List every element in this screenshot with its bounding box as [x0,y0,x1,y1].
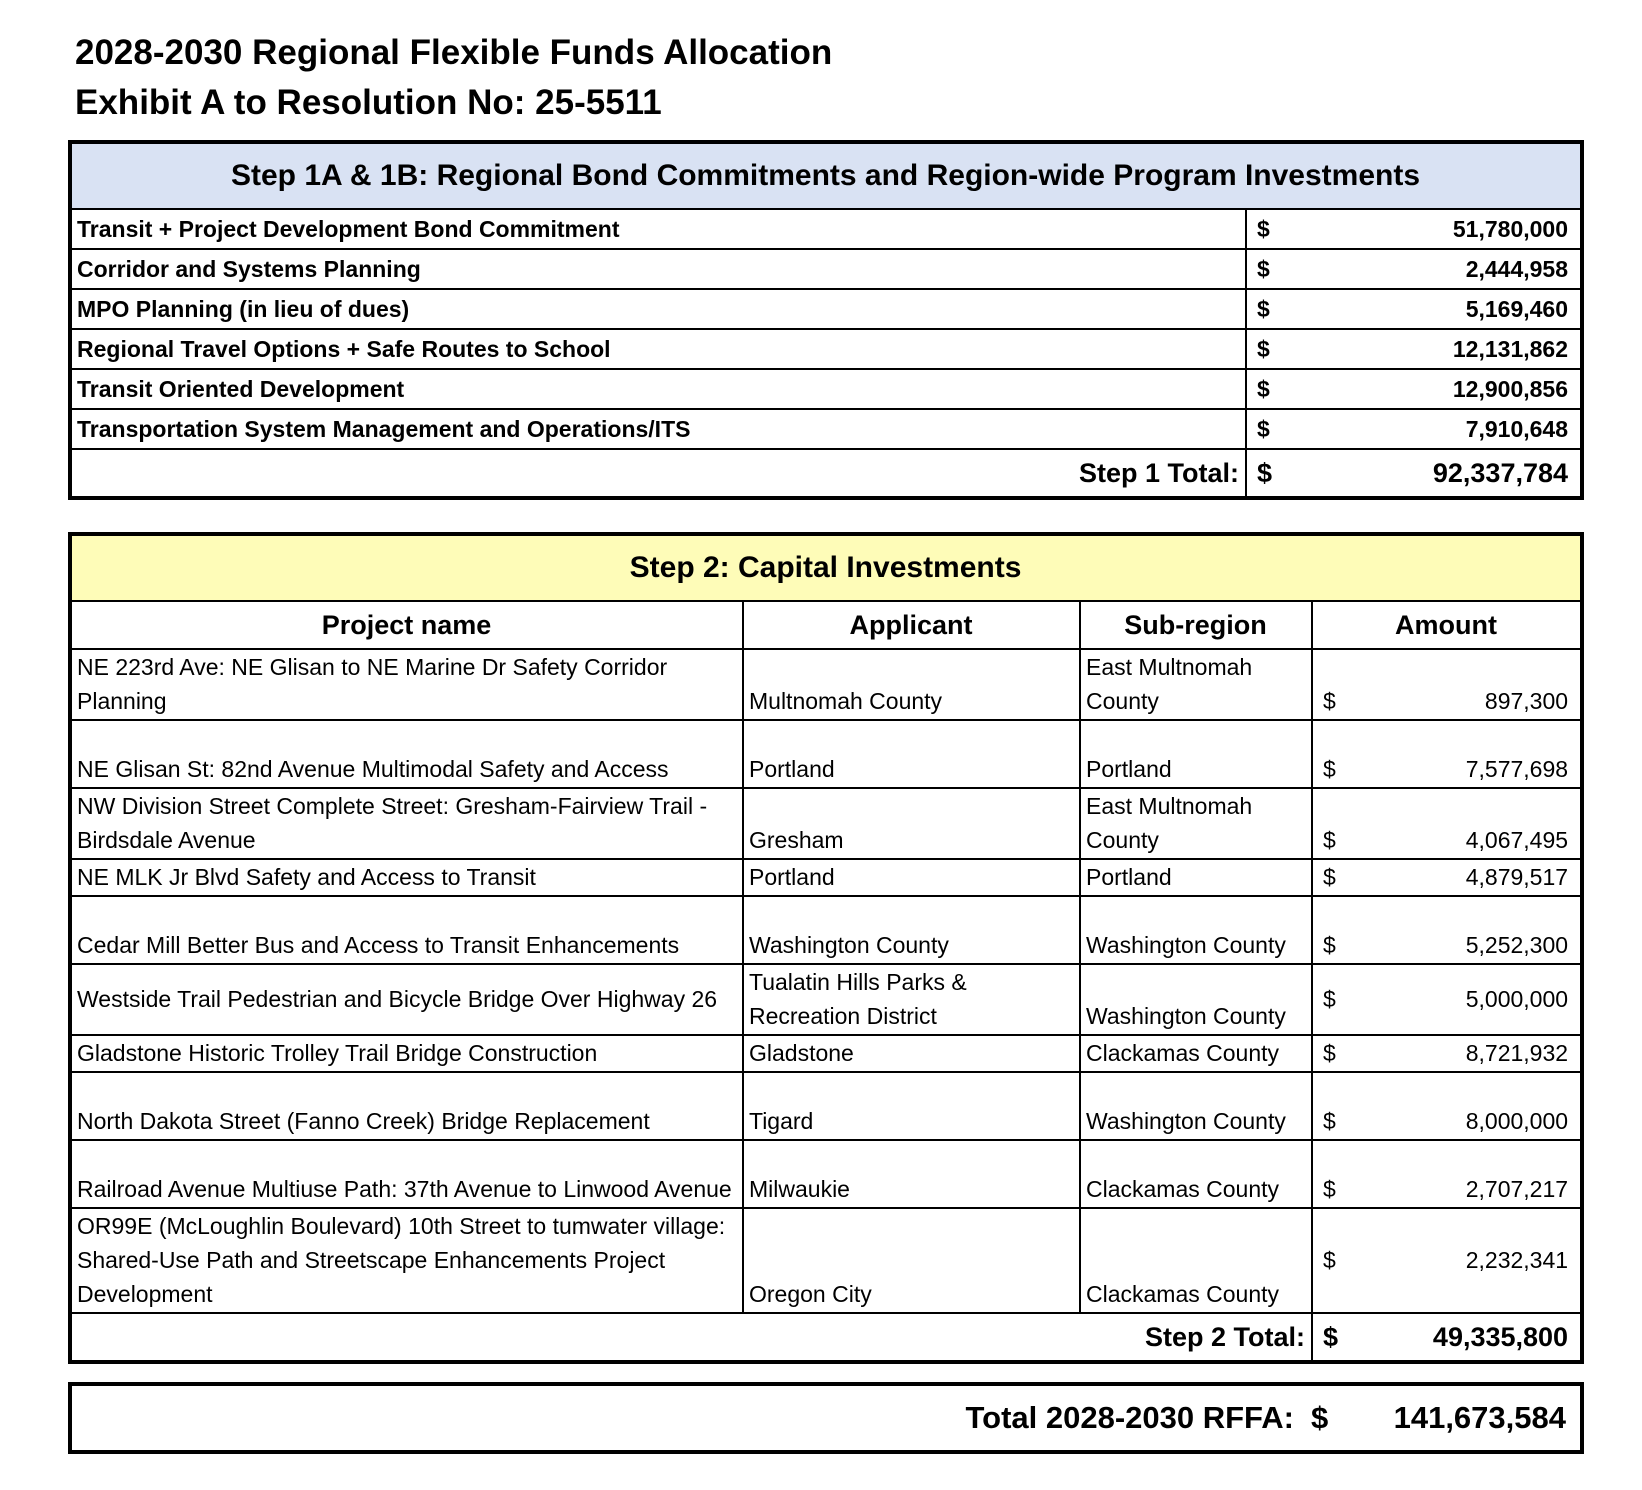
table-row [70,964,1582,1035]
applicant: Tualatin Hills Parks & Recreation District [743,964,1080,1035]
currency-symbol: $ [1246,449,1298,498]
subregion: East Multnomah County [1080,649,1312,720]
project-amount: 2,707,217 [1348,1140,1582,1208]
currency-symbol: $ [1312,788,1348,859]
step1-total-label: Step 1 Total: [70,449,1246,498]
subregion: Washington County [1080,896,1312,964]
step1-heading: Step 1A & 1B: Regional Bond Commitments and Region-wide Program Investments [70,142,1582,209]
project-name: Cedar Mill Better Bus and Access to Transit Enhancements [70,896,743,964]
currency-symbol: $ [1312,1313,1348,1362]
table-row [70,859,1582,896]
subregion: Clackamas County [1080,1035,1312,1072]
project-name: NE 223rd Ave: NE Glisan to NE Marine Dr Safety Corridor Planning [70,649,743,720]
step2-total-row [70,1313,1582,1362]
table-row [70,369,1582,409]
project-name: NW Division Street Complete Street: Gresham-Fairview Trail - Birdsdale Avenue [70,788,743,859]
table-row [70,409,1582,449]
subregion: East Multnomah County [1080,788,1312,859]
project-amount: 897,300 [1348,649,1582,720]
grand-total-label: Total 2028-2030 RFFA: [965,1400,1294,1435]
subregion: Portland [1080,859,1312,896]
subregion: Clackamas County [1080,1140,1312,1208]
currency-symbol: $ [1312,964,1348,1035]
column-header-amount: Amount [1312,601,1582,649]
subregion: Clackamas County [1080,1208,1312,1313]
currency-symbol: $ [1312,1140,1348,1208]
currency-symbol: $ [1246,409,1298,449]
applicant: Gladstone [743,1035,1080,1072]
currency-symbol: $ [1312,859,1348,896]
step2-total-label: Step 2 Total: [70,1313,1312,1362]
applicant: Multnomah County [743,649,1080,720]
step2-table [68,532,1584,1364]
step2-total-amount: 49,335,800 [1348,1313,1582,1362]
applicant: Oregon City [743,1208,1080,1313]
project-amount: 4,067,495 [1348,788,1582,859]
subregion: Portland [1080,720,1312,788]
program-name: Regional Travel Options + Safe Routes to School [70,329,1246,369]
document-title: 2028-2030 Regional Flexible Funds Allocation [75,33,833,72]
step1-total-amount: 92,337,784 [1298,449,1582,498]
applicant: Portland [743,720,1080,788]
currency-symbol: $ [1246,329,1298,369]
table-row [70,1072,1582,1140]
applicant: Tigard [743,1072,1080,1140]
project-name: Westside Trail Pedestrian and Bicycle Bridge Over Highway 26 [70,964,743,1035]
applicant: Gresham [743,788,1080,859]
project-name: OR99E (McLoughlin Boulevard) 10th Street to tumwater village: Shared-Use Path and Streetscape Enhancements Project Development [70,1208,743,1313]
program-amount: 2,444,958 [1298,249,1582,289]
table-row [70,329,1582,369]
currency-symbol: $ [1246,289,1298,329]
table-row [70,1140,1582,1208]
program-name: Transportation System Management and Operations/ITS [70,409,1246,449]
table-row [70,720,1582,788]
currency-symbol: $ [1312,1035,1348,1072]
table-row [70,289,1582,329]
step2-heading: Step 2: Capital Investments [70,534,1582,601]
applicant: Portland [743,859,1080,896]
currency-symbol: $ [1246,209,1298,249]
currency-symbol: $ [1312,1208,1348,1313]
subregion: Washington County [1080,1072,1312,1140]
table-row [70,649,1582,720]
currency-symbol: $ [1246,249,1298,289]
column-header-applicant: Applicant [743,601,1080,649]
project-amount: 8,000,000 [1348,1072,1582,1140]
column-header-subregion: Sub-region [1080,601,1312,649]
grand-total-table [68,1382,1584,1454]
program-name: Transit + Project Development Bond Commitment [70,209,1246,249]
applicant: Milwaukie [743,1140,1080,1208]
project-amount: 7,577,698 [1348,720,1582,788]
column-header-project: Project name [70,601,743,649]
document-title-block [75,28,832,128]
document-subtitle: Exhibit A to Resolution No: 25-5511 [75,83,662,122]
currency-symbol: $ [1312,649,1348,720]
project-amount: 2,232,341 [1348,1208,1582,1313]
program-name: MPO Planning (in lieu of dues) [70,289,1246,329]
project-amount: 5,252,300 [1348,896,1582,964]
program-amount: 12,900,856 [1298,369,1582,409]
program-name: Corridor and Systems Planning [70,249,1246,289]
table-row [70,209,1582,249]
grand-total-row [70,1384,1582,1452]
project-amount: 5,000,000 [1348,964,1582,1035]
project-amount: 8,721,932 [1348,1035,1582,1072]
applicant: Washington County [743,896,1080,964]
program-amount: 51,780,000 [1298,209,1582,249]
grand-total-amount: 141,673,584 [1393,1400,1566,1435]
program-name: Transit Oriented Development [70,369,1246,409]
program-amount: 12,131,862 [1298,329,1582,369]
table-row [70,1035,1582,1072]
currency-symbol: $ [1246,369,1298,409]
project-name: NE Glisan St: 82nd Avenue Multimodal Safety and Access [70,720,743,788]
table-row [70,249,1582,289]
table-row [70,896,1582,964]
currency-symbol: $ [1312,896,1348,964]
project-name: NE MLK Jr Blvd Safety and Access to Transit [70,859,743,896]
program-amount: 5,169,460 [1298,289,1582,329]
currency-symbol: $ [1312,720,1348,788]
subregion: Washington County [1080,964,1312,1035]
table-row [70,1208,1582,1313]
table-row [70,788,1582,859]
step1-table [68,140,1584,500]
project-name: Railroad Avenue Multiuse Path: 37th Avenue to Linwood Avenue [70,1140,743,1208]
currency-symbol: $ [1312,1072,1348,1140]
currency-symbol: $ [1311,1400,1329,1435]
project-amount: 4,879,517 [1348,859,1582,896]
project-name: Gladstone Historic Trolley Trail Bridge Construction [70,1035,743,1072]
program-amount: 7,910,648 [1298,409,1582,449]
step1-total-row [70,449,1582,498]
project-name: North Dakota Street (Fanno Creek) Bridge Replacement [70,1072,743,1140]
